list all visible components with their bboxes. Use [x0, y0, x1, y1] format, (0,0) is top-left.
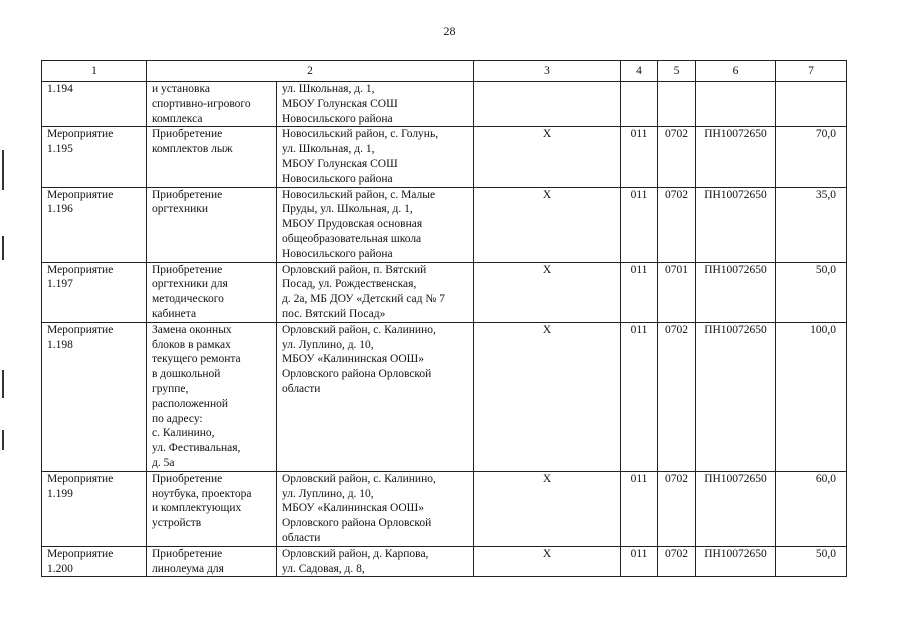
cell-c5: 011	[621, 322, 658, 471]
cell-c2	[147, 82, 277, 127]
cell-line: 1.197	[47, 278, 73, 291]
cell-c5: 011	[621, 127, 658, 187]
cell-c5	[621, 82, 658, 127]
cell-c1	[42, 82, 147, 127]
cell-line: ул. Садовая, д. 8,	[282, 562, 365, 575]
table-row	[42, 127, 847, 187]
cell-line: Замена оконных	[152, 323, 232, 336]
cell-line: Орловский район, п. Вятский	[282, 263, 427, 276]
cell-line: МБОУ Прудовская основная	[282, 218, 423, 231]
scan-artifact	[2, 236, 4, 260]
scan-artifact	[2, 430, 4, 450]
cell-c3	[277, 127, 474, 187]
cell-c2	[147, 127, 277, 187]
cell-line: группе,	[152, 382, 189, 395]
header-cell-6: 6	[696, 61, 776, 82]
cell-c8: 50,0	[776, 546, 847, 577]
cell-c7: ПН10072650	[696, 262, 776, 322]
cell-c3	[277, 82, 474, 127]
cell-line: ул. Луплино, д. 10,	[282, 487, 374, 500]
header-cell-4: 4	[621, 61, 658, 82]
cell-c4: X	[474, 127, 621, 187]
scan-artifact	[2, 150, 4, 190]
cell-c1	[42, 262, 147, 322]
cell-line: 1.198	[47, 338, 73, 351]
cell-line: МБОУ «Калининская ООШ»	[282, 502, 425, 515]
cell-c4: X	[474, 262, 621, 322]
cell-c6: 0702	[658, 127, 696, 187]
cell-c3	[277, 471, 474, 546]
cell-line: ул. Фестивальная,	[152, 442, 241, 455]
cell-line: текущего ремонта	[152, 353, 241, 366]
cell-line: Приобретение	[152, 547, 223, 560]
cell-line: кабинета	[152, 307, 197, 320]
cell-c5: 011	[621, 262, 658, 322]
cell-line: Орловского района Орловской	[282, 368, 432, 381]
cell-c1	[42, 187, 147, 262]
cell-line: Орловский район, с. Калинино,	[282, 323, 436, 336]
header-cell-2: 2	[147, 61, 474, 82]
cell-line: устройств	[152, 517, 202, 530]
cell-c3	[277, 262, 474, 322]
cell-c3	[277, 322, 474, 471]
cell-c3	[277, 546, 474, 577]
cell-c8: 70,0	[776, 127, 847, 187]
table-row	[42, 187, 847, 262]
cell-line: комплекса	[152, 112, 203, 125]
cell-c8: 50,0	[776, 262, 847, 322]
cell-line: спортивно-игрового	[152, 97, 251, 110]
cell-c1	[42, 471, 147, 546]
cell-line: 1.199	[47, 487, 73, 500]
cell-c2	[147, 262, 277, 322]
cell-c1	[42, 127, 147, 187]
cell-line: и установка	[152, 83, 211, 95]
cell-line: МБОУ Голунская СОШ	[282, 97, 398, 110]
cell-c6: 0701	[658, 262, 696, 322]
cell-line: комплектов лыж	[152, 143, 233, 156]
cell-c5: 011	[621, 187, 658, 262]
cell-line: области	[282, 382, 321, 395]
cell-line: Приобретение	[152, 128, 223, 141]
cell-c6: 0702	[658, 546, 696, 577]
cell-line: Новосильского района	[282, 247, 393, 260]
cell-line: Орловский район, д. Карпова,	[282, 547, 429, 560]
cell-line: ул. Луплино, д. 10,	[282, 338, 374, 351]
cell-line: Мероприятие	[47, 472, 114, 485]
cell-line: Новосильский район, с. Голунь,	[282, 128, 439, 141]
cell-c7: ПН10072650	[696, 322, 776, 471]
cell-line: и комплектующих	[152, 502, 242, 515]
cell-c7: ПН10072650	[696, 127, 776, 187]
cell-c2	[147, 187, 277, 262]
cell-line: общеобразовательная школа	[282, 232, 422, 245]
cell-line: 1.196	[47, 203, 73, 216]
cell-line: Мероприятие	[47, 323, 114, 336]
cell-line: методического	[152, 293, 224, 306]
cell-line: оргтехники для	[152, 278, 228, 291]
table-row	[42, 82, 847, 127]
cell-line: оргтехники	[152, 203, 208, 216]
cell-line: блоков в рамках	[152, 338, 231, 351]
cell-c8: 60,0	[776, 471, 847, 546]
cell-line: ноутбука, проектора	[152, 487, 252, 500]
table-row	[42, 546, 847, 577]
cell-c4: X	[474, 471, 621, 546]
cell-line: ул. Школьная, д. 1,	[282, 143, 375, 156]
cell-c4	[474, 82, 621, 127]
cell-c7: ПН10072650	[696, 187, 776, 262]
cell-line: пос. Вятский Посад»	[282, 307, 386, 320]
cell-line: Новосильский район, с. Малые	[282, 188, 436, 201]
cell-c6: 0702	[658, 471, 696, 546]
cell-line: Орловского района Орловской	[282, 517, 432, 530]
cell-c2	[147, 322, 277, 471]
cell-c6: 0702	[658, 187, 696, 262]
cell-line: МБОУ Голунская СОШ	[282, 157, 398, 170]
cell-line: области	[282, 531, 321, 544]
cell-line: ул. Школьная, д. 1,	[282, 83, 375, 95]
cell-line: МБОУ «Калининская ООШ»	[282, 353, 425, 366]
budget-table	[41, 60, 847, 577]
cell-line: в дошкольной	[152, 368, 221, 381]
cell-line: д. 2а, МБ ДОУ «Детский сад № 7	[282, 293, 445, 306]
cell-line: по адресу:	[152, 412, 203, 425]
cell-line: 1.194	[47, 83, 73, 95]
cell-c3	[277, 187, 474, 262]
table-body	[42, 61, 847, 577]
cell-line: Приобретение	[152, 472, 223, 485]
cell-line: Новосильского района	[282, 112, 393, 125]
cell-line: Пруды, ул. Школьная, д. 1,	[282, 203, 413, 216]
cell-c2	[147, 546, 277, 577]
cell-c5: 011	[621, 546, 658, 577]
header-cell-1: 1	[42, 61, 147, 82]
cell-c4: X	[474, 546, 621, 577]
cell-line: Посад, ул. Рождественская,	[282, 278, 417, 291]
cell-c8: 35,0	[776, 187, 847, 262]
cell-c5: 011	[621, 471, 658, 546]
cell-c8: 100,0	[776, 322, 847, 471]
cell-line: Приобретение	[152, 188, 223, 201]
page-number: 28	[443, 24, 456, 38]
table-row	[42, 471, 847, 546]
header-cell-5: 5	[658, 61, 696, 82]
table-row	[42, 262, 847, 322]
cell-line: 1.200	[47, 562, 73, 575]
cell-c1	[42, 322, 147, 471]
scan-artifact	[2, 370, 4, 398]
cell-c4: X	[474, 187, 621, 262]
cell-line: линолеума для	[152, 562, 224, 575]
cell-c7: ПН10072650	[696, 546, 776, 577]
header-row	[42, 61, 847, 82]
cell-c8	[776, 82, 847, 127]
cell-c1	[42, 546, 147, 577]
cell-line: расположенной	[152, 397, 229, 410]
cell-c4: X	[474, 322, 621, 471]
cell-line: с. Калинино,	[152, 427, 215, 440]
cell-c7	[696, 82, 776, 127]
cell-line: Мероприятие	[47, 263, 114, 276]
cell-line: 1.195	[47, 143, 73, 156]
cell-line: Орловский район, с. Калинино,	[282, 472, 436, 485]
cell-c6: 0702	[658, 322, 696, 471]
cell-c6	[658, 82, 696, 127]
cell-line: Приобретение	[152, 263, 223, 276]
cell-c7: ПН10072650	[696, 471, 776, 546]
header-cell-7: 7	[776, 61, 847, 82]
cell-c2	[147, 471, 277, 546]
cell-line: д. 5а	[152, 456, 175, 469]
cell-line: Новосильского района	[282, 172, 393, 185]
cell-line: Мероприятие	[47, 547, 114, 560]
cell-line: Мероприятие	[47, 128, 114, 141]
table-row	[42, 322, 847, 471]
header-cell-3: 3	[474, 61, 621, 82]
cell-line: Мероприятие	[47, 188, 114, 201]
